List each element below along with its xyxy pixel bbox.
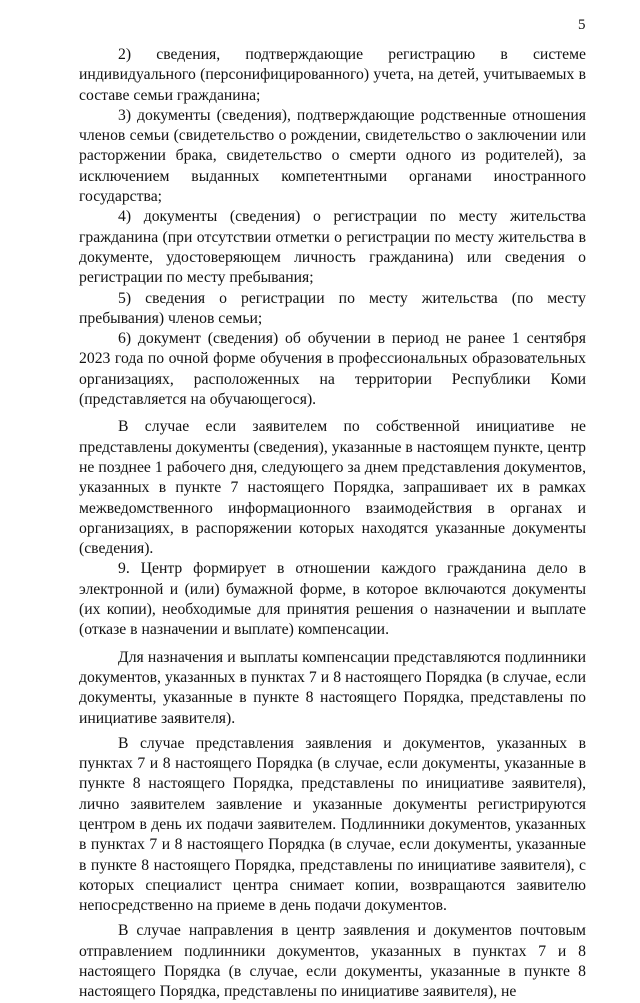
page-number: 5 [578, 17, 586, 33]
paragraph-item-6: 6) документ (сведения) об обучении в период не ранее 1 сентября 2023 года по очной форме обучения в профессиональных образовательных организациях, расположенных на территории Республики Коми (представляется на обучающегося). [79, 330, 586, 409]
paragraph-postal-submission: В случае направления в центр заявления и документов почтовым отправлением подлинники документов, указанных в пунктах 7 и 8 настоящего Порядка (в случае, если документы, указанные в пункте 8 настоящего Порядка, представлены по инициативе заявителя), не [79, 922, 586, 1001]
paragraph-clause-9: 9. Центр формирует в отношении каждого гражданина дело в электронной и (или) бумажной форме, в которое включаются документы (их копии), необходимые для принятия решения о назначении и выплате (отказе в назначении и выплате) компенсации. [79, 560, 586, 639]
document-body [79, 45, 586, 1003]
paragraph-originals-required: Для назначения и выплаты компенсации представляются подлинники документов, указанных в пунктах 7 и 8 настоящего Порядка (в случае, если документы, указанные в пункте 8 настоящего Порядка, представлены по инициативе заявителя). [79, 648, 586, 727]
paragraph-item-5: 5) сведения о регистрации по месту жительства (по месту пребывания) членов семьи; [79, 289, 586, 327]
paragraph-missing-documents-request: В случае если заявителем по собственной инициативе не представлены документы (сведения), указанные в настоящем пункте, центр не позднее 1 рабочего дня, следующего за днем представления документов, указанных в пункте 7 настоящего Порядка, запрашивает их в рамках межведомственного информационного взаимодействия в органах и организациях, в распоряжении которых находятся указанные документы (сведения). [79, 418, 586, 558]
paragraph-personal-submission: В случае представления заявления и документов, указанных в пунктах 7 и 8 настоящего Порядка (в случае, если документы, указанные в пункте 8 настоящего Порядка, представлены по инициативе заявителя), лично заявителем заявление и указанные документы регистрируются центром в день их подачи заявителем. Подлинники документов, указанных в пунктах 7 и 8 настоящего Порядка (в случае, если документы, указанные в пункте 8 настоящего Порядка, представлены по инициативе заявителя), с которых специалист центра снимает копии, возвращаются заявителю непосредственно на приеме в день подачи документов. [79, 734, 586, 915]
paragraph-item-2: 2) сведения, подтверждающие регистрацию в системе индивидуального (персонифицированного) учета, на детей, учитываемых в составе семьи гражданина; [79, 46, 586, 104]
paragraph-item-4: 4) документы (сведения) о регистрации по месту жительства гражданина (при отсутствии отметки о регистрации по месту жительства в документе, удостоверяющем личность гражданина) или сведения о регистрации по месту пребывания; [79, 208, 586, 287]
paragraph-item-3: 3) документы (сведения), подтверждающие родственные отношения членов семьи (свидетельство о рождении, свидетельство о заключении или расторжении брака, свидетельство о смерти одного из родителей), за исключением выданных компетентными органами иностранного государства; [79, 106, 586, 206]
